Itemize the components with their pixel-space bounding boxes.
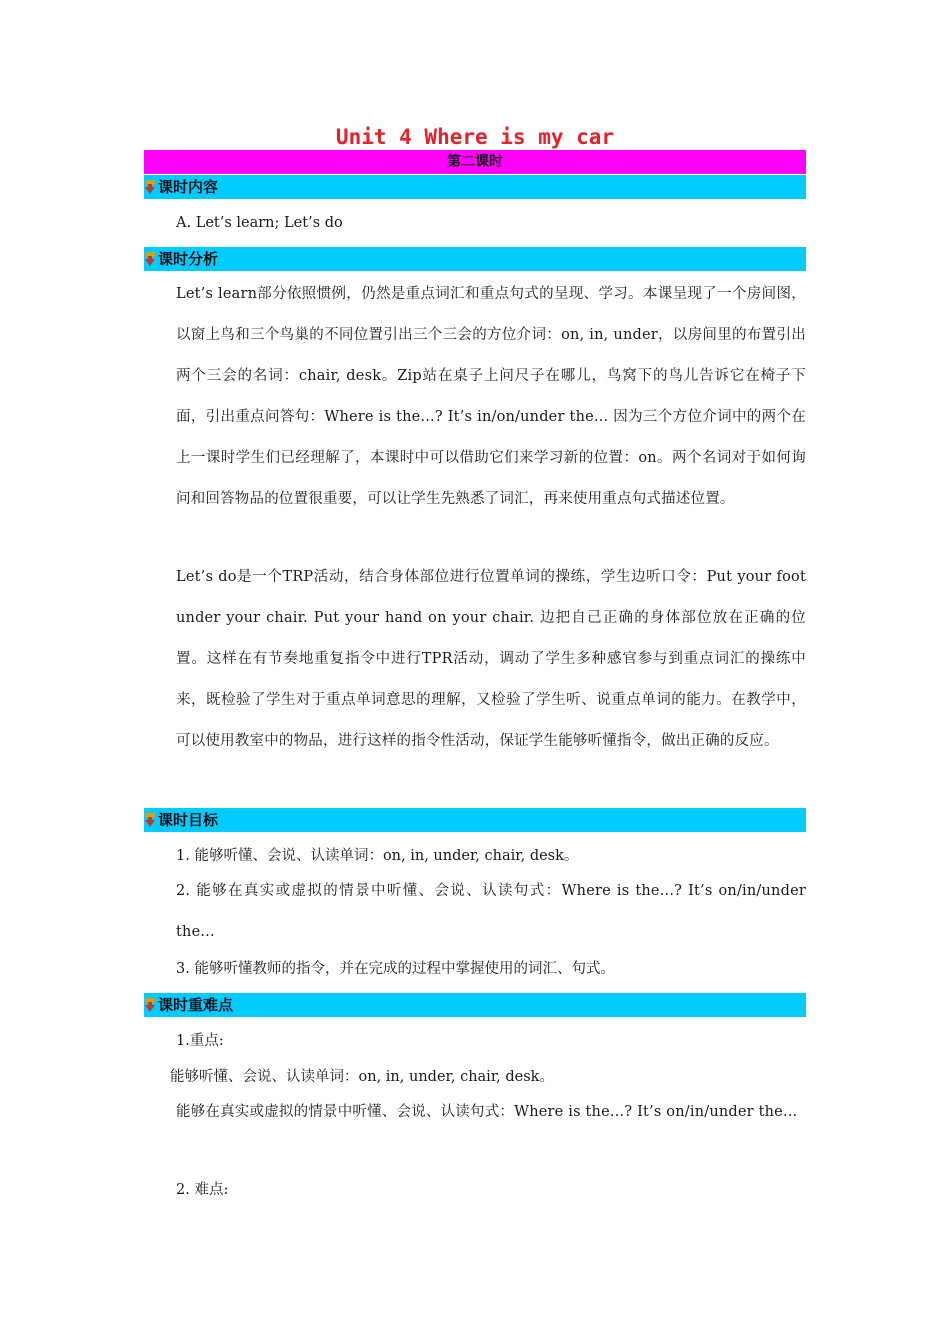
section-header-content <box>144 175 806 199</box>
document-title: Unit 4 Where is my car <box>335 125 615 149</box>
goal-1: 1. 能够听懂、会说、认读单词：on, in, under, chair, desk。 <box>176 848 579 864</box>
paragraph-text: 2. 能够在真实或虚拟的情景中听懂、会说、认读句式：Where is the...? It’s on/in/under the... <box>176 883 806 940</box>
difficult-points-label: 2. 难点: <box>176 1182 229 1198</box>
down-arrow-icon <box>144 813 156 827</box>
analysis-paragraph-2 <box>144 557 806 762</box>
paragraph-text: Let’s do是一个TRP活动，结合身体部位进行位置单词的操练，学生边听口令：Put your foot under your chair. Put your hand on your chair. 边把自己正确的身体部位放在正确的位置。这样在有节奏地重复指令中进行TPR活动，调动了学生多种感官参与到重点词汇的操练中来，既检验了学生对于重点单词意思的理解，又检验了学生听、说重点单词的能力。在教学中，可以使用教室中的物品，进行这样的指令性活动，保证学生能够听懂指令，做出正确的反应。 <box>176 569 806 749</box>
section-header-key <box>144 993 806 1017</box>
down-arrow-icon <box>144 252 156 266</box>
section-header-analysis <box>144 247 806 271</box>
section-header-goals <box>144 808 806 832</box>
section-heading: 课时目标 <box>158 811 219 829</box>
paragraph-text: Let’s learn部分依照惯例，仍然是重点词汇和重点句式的呈现、学习。本课呈现了一个房间图，以窗上鸟和三个鸟巢的不同位置引出三个三会的方位介词：on, in, under，以房间里的布置引出两个三会的名词：chair, desk。Zip站在桌子上问尺子在哪儿，鸟窝下的鸟儿告诉它在椅子下面，引出重点问答句：Where is the...? It’s in/on/under the... 因为三个方位介词中的两个在上一课时学生们已经理解了，本课时中可以借助它们来学习新的位置：on。两个名词对于如何询问和回答物品的位置很重要，可以让学生先熟悉了词汇，再来使用重点句式描述位置。 <box>176 286 806 507</box>
section-heading: 课时内容 <box>158 178 219 196</box>
lesson-banner: 第二课时 <box>144 150 806 174</box>
section-heading: 课时重难点 <box>158 996 234 1014</box>
goal-3: 3. 能够听懂教师的指令，并在完成的过程中掌握使用的词汇、句式。 <box>176 961 615 977</box>
down-arrow-icon <box>144 180 156 194</box>
key-point-1: 能够听懂、会说、认读单词：on, in, under, chair, desk。 <box>170 1069 554 1085</box>
down-arrow-icon <box>144 998 156 1012</box>
section-heading: 课时分析 <box>158 250 219 268</box>
key-points-label: 1.重点: <box>176 1033 224 1049</box>
analysis-paragraph-1 <box>144 274 806 520</box>
goal-2 <box>144 871 806 953</box>
paragraph-text: 能够在真实或虚拟的情景中听懂、会说、认读句式：Where is the...? It’s on/in/under the... <box>176 1104 798 1120</box>
key-point-2 <box>144 1092 806 1133</box>
content-text: A. Let’s learn; Let’s do <box>176 215 343 231</box>
